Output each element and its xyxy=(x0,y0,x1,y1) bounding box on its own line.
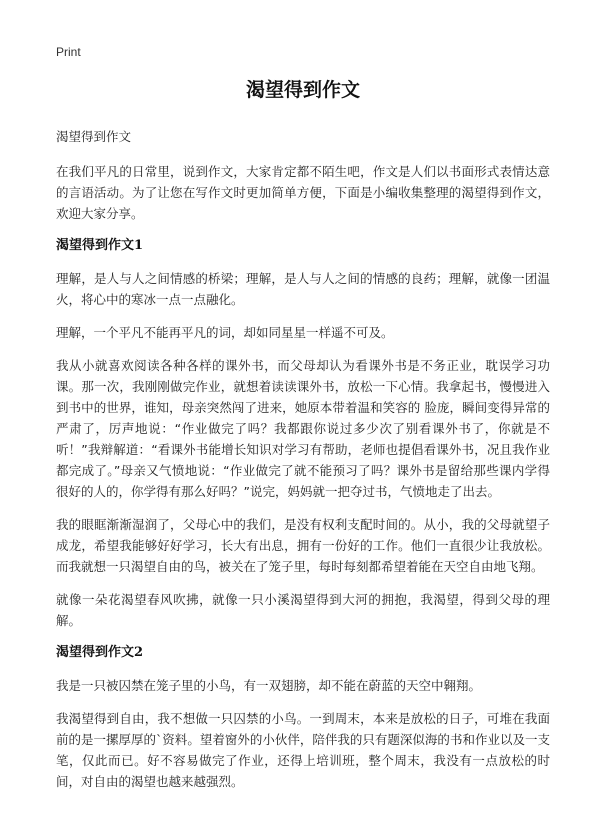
section-1-paragraph: 就像一朵花渴望春风吹拂，就像一只小溪渴望得到大河的拥抱，我渴望，得到父母的理解。 xyxy=(56,592,550,628)
print-link[interactable]: Print xyxy=(56,45,81,59)
section-2-paragraph: 我是一只被囚禁在笼子里的小鸟，有一双翅膀，却不能在蔚蓝的天空中翱翔。 xyxy=(56,678,482,693)
section-1-paragraph: 理解，是人与人之间情感的桥梁；理解，是人与人之间的情感的良药；理解，就像一团温火，将心中的寒冰一点一点融化。 xyxy=(56,271,550,307)
section-1-paragraph: 我的眼眶渐渐湿润了，父母心中的我们，是没有权利支配时间的。从小，我的父母就望子成龙，希望我能够好好学习，长大有出息，拥有一份好的工作。他们一直很少让我放松。而我就想一只渴望自由的鸟，被关在了笼子里，每时每刻都希望着能在天空自由地飞翔。 xyxy=(56,517,550,574)
document-title: 渴望得到作文 xyxy=(245,79,360,101)
section-heading-2: 渴望得到作文2 xyxy=(56,645,144,660)
section-2-paragraph: 我渴望得到自由，我不想做一只囚禁的小鸟。一到周末，本来是放松的日子，可堆在我面前的是一摞厚厚的`资料。望着窗外的小伙伴，陪伴我的只有题深似海的书和作业以及一支笔，仅此而已。好不容易做完了作业，还得上培训班，整个周末，我没有一点放松的时间，对自由的渴望也越来越强烈。 xyxy=(56,711,550,789)
intro-paragraph: 在我们平凡的日常里，说到作文，大家肯定都不陌生吧，作文是人们以书面形式表情达意的言语活动。为了让您在写作文时更加简单方便，下面是小编收集整理的渴望得到作文，欢迎大家分享。 xyxy=(56,164,550,221)
document-subtitle: 渴望得到作文 xyxy=(56,129,132,144)
section-heading-1: 渴望得到作文1 xyxy=(56,238,144,253)
section-1-paragraph: 我从小就喜欢阅读各种各样的课外书，而父母却认为看课外书是不务正业，耽误学习功课。那一次，我刚刚做完作业，就想着读读课外书，放松一下心情。我拿起书，慢慢进入到书中的世界，谁知，母亲突然闯了进来，她原本带着温和笑容的 脸庞，瞬间变得异常的严肃了，厉声地说：“作业做完了吗？我都跟你说过多少次了别看课外书了，你就是不听！”我辩解道：“看课外书能增长知识对学习有帮助，老师也提倡看课外书，况且我作业都完成了。”母亲又气愤地说：“作业做完了就不能预习了吗？课外书是留给那些课内学得很好的人的，你学得有那么好吗？”说完，妈妈就一把夺过书，气愤地走了出去。 xyxy=(56,358,550,499)
section-1-paragraph: 理解，一个平凡不能再平凡的词，却如同星星一样遥不可及。 xyxy=(56,325,394,340)
